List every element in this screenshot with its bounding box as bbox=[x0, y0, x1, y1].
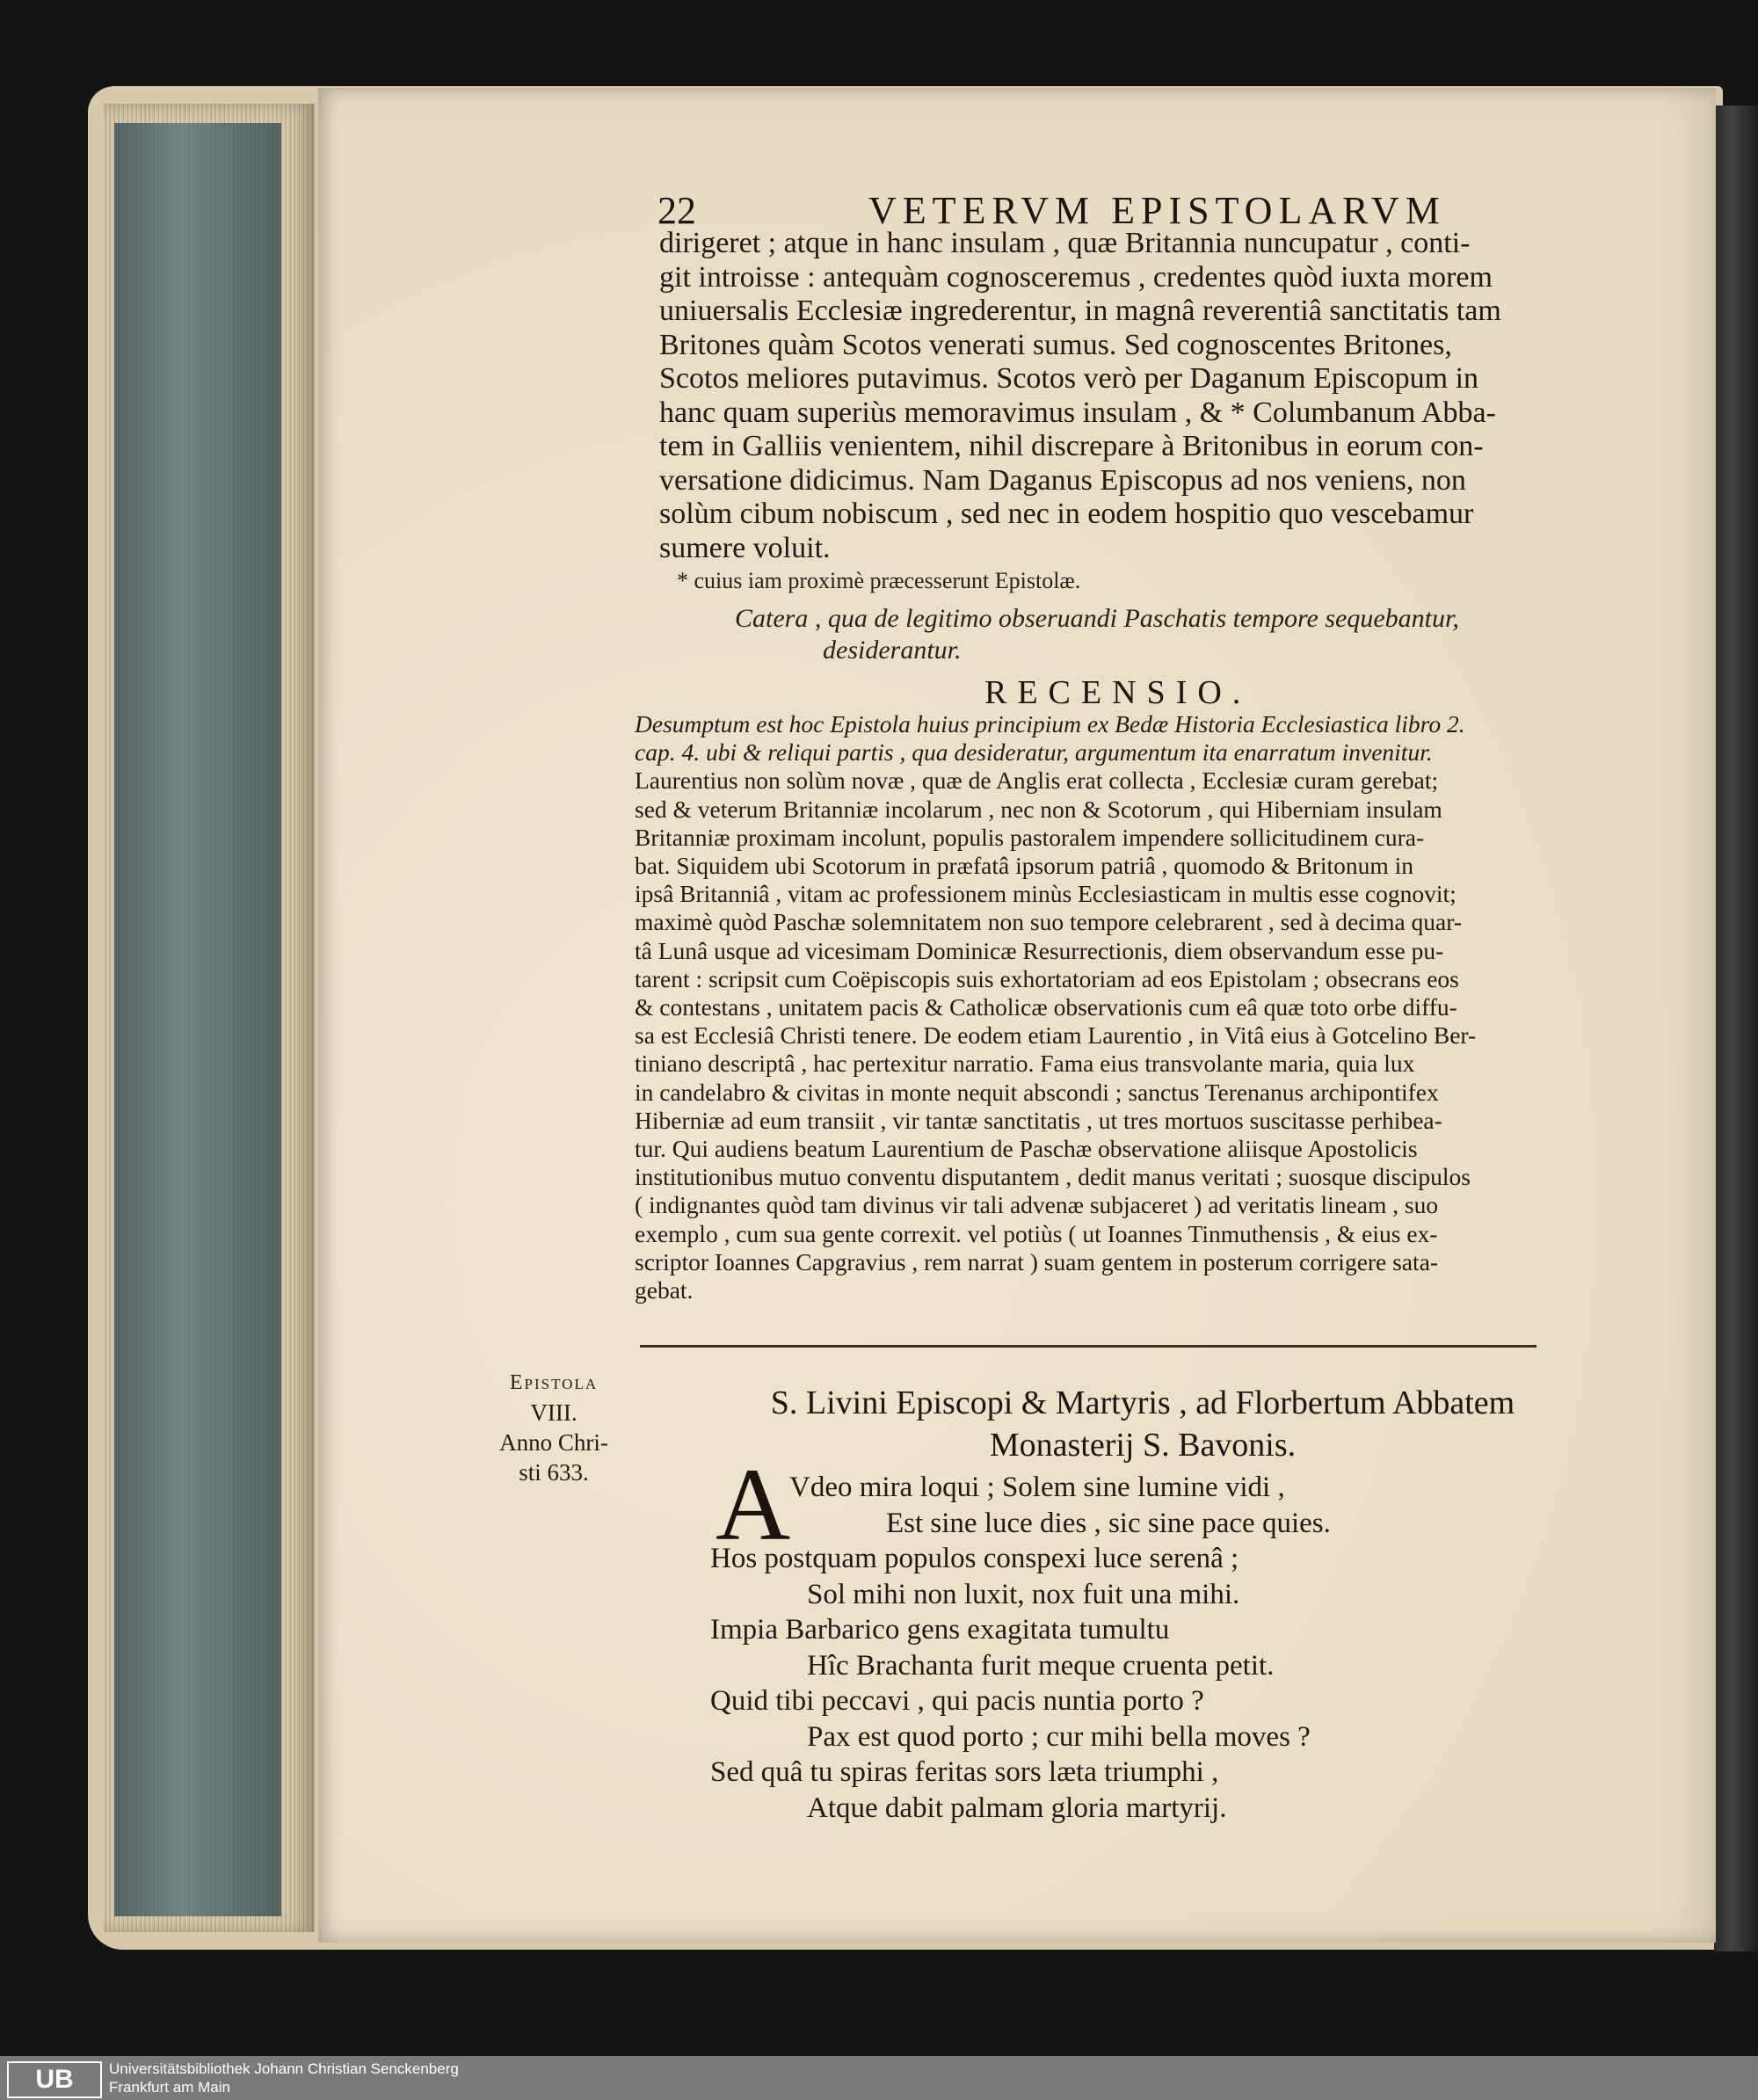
poem-line: Hîc Brachanta furit meque cruenta petit. bbox=[807, 1649, 1275, 1682]
section-divider bbox=[640, 1345, 1536, 1348]
margin-note-line: sti 633. bbox=[519, 1459, 589, 1486]
body-line: versatione didicimus. Nam Daganus Episcopus ad nos veniens, non bbox=[659, 463, 1466, 497]
recensio-line: ( indignantes quòd tam divinus vir tali advenæ subjaceret ) ad veritatis lineam , suo bbox=[635, 1191, 1439, 1219]
margin-note-line: VIII. bbox=[530, 1399, 578, 1426]
letter-heading bbox=[668, 1382, 1617, 1466]
page-number: 22 bbox=[657, 189, 696, 232]
library-logo: UB bbox=[7, 2061, 102, 2098]
poem bbox=[710, 1470, 1633, 1826]
poem-line: Impia Barbarico gens exagitata tumultu bbox=[710, 1614, 1170, 1646]
body-line: Scotos meliores putavimus. Scotos verò per Daganum Episcopum in bbox=[659, 362, 1479, 395]
footnote: * cuius iam proximè præcesserunt Epistolæ. bbox=[677, 568, 1081, 593]
section-title: RECENSIO. bbox=[984, 674, 1252, 711]
library-footer bbox=[0, 2056, 1758, 2100]
poem-line: Est sine luce dies , sic sine pace quies. bbox=[886, 1507, 1331, 1539]
recensio-line: maximè quòd Paschæ solemnitatem non suo tempore celebrarent , sed à decima quar- bbox=[635, 908, 1463, 936]
recensio-line: tur. Qui audiens beatum Laurentium de Paschæ observatione aliisque Apostolicis bbox=[635, 1135, 1418, 1163]
recensio-line: institutionibus mutuo conventu disputantem , dedit manus veritati ; suosque discipulos bbox=[635, 1163, 1471, 1191]
body-line: sumere voluit. bbox=[659, 531, 831, 564]
italic-note-line: desiderantur. bbox=[823, 636, 962, 665]
recensio-line: bat. Siquidem ubi Scotorum in præfatâ ipsorum patriâ , quomodo & Britonum in bbox=[635, 852, 1414, 880]
recensio-line: & contestans , unitatem pacis & Catholicæ observationis cum eâ quæ toto orbe diffu- bbox=[635, 993, 1457, 1021]
library-name-line: Universitätsbibliothek Johann Christian Senckenberg bbox=[109, 2060, 459, 2077]
recensio-line: tarent : scripsit cum Coëpiscopis suis exhortatoriam ad eos Epistolam ; obsecrans eos bbox=[635, 964, 1459, 992]
recensio-line: cap. 4. ubi & reliqui partis , qua desideratur, argumentum ita enarratum invenitur. bbox=[635, 738, 1433, 767]
body-line: git introisse : antequàm cognosceremus , credentes quòd iuxta morem bbox=[659, 260, 1493, 294]
recensio-line: Desumptum est hoc Epistola huius principium ex Bedæ Historia Ecclesiastica libro 2. bbox=[635, 710, 1465, 738]
poem-line: Atque dabit palmam gloria martyrij. bbox=[807, 1791, 1227, 1824]
poem-line: Sed quâ tu spiras feritas sors læta triumphi , bbox=[710, 1756, 1219, 1788]
poem-line: Hos postquam populos conspexi luce serenâ ; bbox=[710, 1543, 1239, 1574]
body-line: tem in Galliis venientem, nihil discrepare à Britonibus in eorum con- bbox=[659, 430, 1484, 462]
library-name bbox=[109, 2060, 459, 2096]
body-line: hanc quam superiùs memoravimus insulam , & * Columbanum Abba- bbox=[659, 396, 1496, 429]
recensio-line: exemplo , cum sua gente correxit. vel potiùs ( ut Ioannes Tinmuthensis , & eius ex- bbox=[635, 1219, 1438, 1247]
letter-body-text bbox=[659, 227, 1609, 565]
drop-cap: A bbox=[716, 1447, 791, 1562]
poem-line: Quid tibi peccavi , qui pacis nuntia porto ? bbox=[710, 1685, 1204, 1717]
margin-note-line: Anno Chri- bbox=[499, 1429, 608, 1456]
recensio-line: tiniano descriptâ , hac pertexitur narratio. Fama eius transvolante maria, quia lux bbox=[635, 1050, 1415, 1078]
recensio-line: Hiberniæ ad eum transiit , vir tantæ sanctitatis , ut tres mortuos suscitasse perhibea- bbox=[635, 1106, 1442, 1134]
letter-heading-line: Monasterij S. Bavonis. bbox=[989, 1427, 1297, 1464]
body-line: solùm cibum nobiscum , sed nec in eodem hospitio quo vescebamur bbox=[659, 498, 1474, 530]
library-city-line: Frankfurt am Main bbox=[109, 2079, 230, 2096]
recensio-line: sed & veterum Britanniæ incolarum , nec non & Scotorum , qui Hiberniam insulam bbox=[635, 795, 1442, 823]
body-line: uniuersalis Ecclesiæ ingrederentur, in magnâ reverentiâ sanctitatis tam bbox=[659, 294, 1501, 327]
recensio-line: gebat. bbox=[635, 1276, 694, 1304]
italic-note-line: Catera , qua de legitimo obseruandi Paschatis tempore sequebantur, bbox=[735, 604, 1459, 633]
poem-line: Sol mihi non luxit, nox fuit una mihi. bbox=[807, 1578, 1240, 1610]
recensio-line: Britanniæ proximam incolunt, populis pastoralem impendere sollicitudinem cura- bbox=[635, 823, 1425, 851]
body-line: Britones quàm Scotos venerati sumus. Sed cognoscentes Britones, bbox=[659, 328, 1452, 361]
recensio-line: scriptor Ioannes Capgravius , rem narrat ) suam gentem in posterum corrigere sata- bbox=[635, 1247, 1439, 1275]
recensio-line: sa est Ecclesiâ Christi tenere. De eodem etiam Laurentio , in Vitâ eius à Gotcelino Ber- bbox=[635, 1021, 1477, 1050]
margin-note bbox=[492, 1368, 615, 1487]
page-edge-stain bbox=[114, 123, 281, 1916]
poem-line: Vdeo mira loqui ; Solem sine lumine vidi , bbox=[789, 1471, 1285, 1503]
recensio-line: Laurentius non solùm novæ , quæ de Anglis erat collecta , Ecclesiæ curam gerebat; bbox=[635, 767, 1439, 795]
italic-note bbox=[735, 603, 1614, 666]
facing-page-edge bbox=[1714, 105, 1758, 1951]
recensio-line: ipsâ Britanniâ , vitam ac professionem minùs Ecclesiasticam in multis esse cognovit; bbox=[635, 880, 1457, 908]
running-title: VETERVM EPISTOLARVM bbox=[868, 189, 1446, 232]
letter-heading-line: S. Livini Episcopi & Martyris , ad Florbertum Abbatem bbox=[770, 1384, 1515, 1421]
margin-note-line: Epistola bbox=[509, 1371, 599, 1394]
recensio-text bbox=[635, 710, 1610, 1304]
recensio-line: in candelabro & civitas in monte nequit abscondi ; sanctus Terenanus archipontifex bbox=[635, 1078, 1439, 1106]
poem-line: Pax est quod porto ; cur mihi bella moves ? bbox=[807, 1720, 1311, 1753]
recensio-line: tâ Lunâ usque ad vicesimam Dominicæ Resurrectionis, diem observandum esse pu- bbox=[635, 936, 1444, 964]
body-line: dirigeret ; atque in hanc insulam , quæ Britannia nuncupatur , conti- bbox=[659, 227, 1471, 259]
